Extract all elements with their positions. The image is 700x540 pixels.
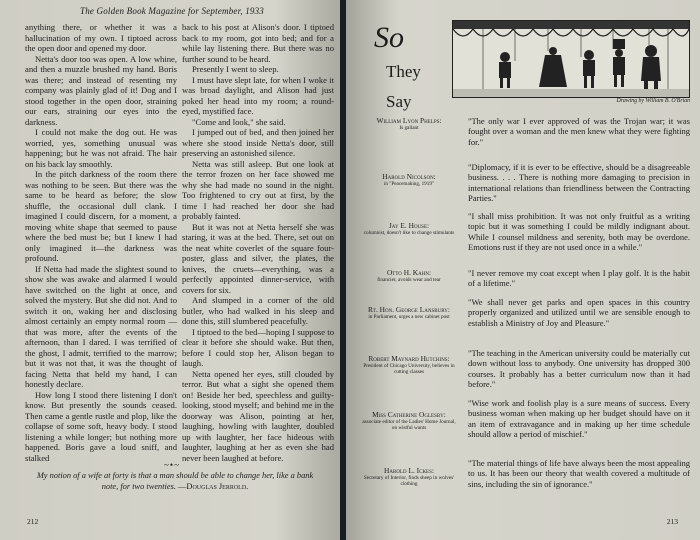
title-line-1: So <box>374 21 404 54</box>
speaker-description: associate editor of the Ladies' Home Journal, on wistful wants <box>362 419 456 432</box>
speaker-description: in "Peacemaking, 1919" <box>383 181 435 187</box>
speaker <box>360 410 458 432</box>
paragraph: Netta opened her eyes, still clouded by terror. But what a sight she opened them on! Beside her bed, speechless and guilty-looking, stood myself; and behind me in the doorway was Alison, pointing at her, laughing, howling with laughter, doubled up with laughter, her face hideous with laughter, laughing at her as even she had never been laughed at before. <box>182 368 334 463</box>
section-title <box>360 22 450 112</box>
paragraph: How long I stood there listening I don't know. But presently the sounds ceased. Then came a gentle rustle and plop, like the collapse of some soft, heavy body. I stood listening a while longer; but nothing more happened. Boris gave a loud sniff, and stalked <box>25 389 177 463</box>
paragraph: back to his post at Alison's door. I tiptoed back to my room, got into bed; and for a while lay listening there. But there was no further sound to be heard. <box>182 22 334 64</box>
right-page <box>346 0 700 540</box>
section-ornament: ~•~ <box>164 460 180 470</box>
speaker <box>360 172 458 187</box>
paragraph: I tiptoed to the bed—hoping I suppose to clear it before she should wake. But then, before I could stop her, Alison began to laugh. <box>182 326 334 368</box>
speaker-name: Harold L. Ickes: <box>384 466 434 475</box>
speaker-description: Secretary of Interior, finds sheep in wolves' clothing <box>363 475 455 488</box>
paragraph: If Netta had made the slightest sound to show she was awake and alarmed I would have switched on the light at once, and solved the mystery. But she did not. And to switch it on, waking her and disclosing almost certainly an empty normal room — that was more, after the events of the afternoon, than I dared. I was terrified of the ghost, I admit, terrified to the marrow; but it was not that, it was the thought of facing Netta that held my hand, I can honestly declare. <box>25 263 177 389</box>
page-number: 213 <box>666 517 678 526</box>
footer-quote-text: My notion of a wife at forty is that a man should be able to change her, like a bank note, for two twenties. <box>36 471 314 491</box>
speaker <box>360 221 458 236</box>
paragraph: But it was not at Netta herself she was staring, it was at the bed. There, set out on the neat white coverlet of the square four-poster, glass and silver, the plates, the knives, the cruets—everything, was a perfectly appointed dinner-service, with covers for six. <box>182 221 334 295</box>
speaker-name: Robert Maynard Hutchins: <box>368 354 450 363</box>
speaker-name: Miss Catherine Oglesby: <box>372 410 446 419</box>
title-line-2: They <box>386 62 421 81</box>
speaker-description: Is gallant <box>399 125 419 131</box>
title-line-3: Say <box>386 92 412 111</box>
speaker-name: Otto H. Kahn: <box>386 268 432 277</box>
puppet-figures-drawing <box>453 21 689 97</box>
paragraph: Presently I went to sleep. <box>192 64 279 74</box>
speaker-description: in Parliament, urges a new cabinet post <box>368 314 450 320</box>
text-column-1 <box>25 22 177 463</box>
quote-text: "I shall miss prohibition. It was not only fruitful as a writing topic but it was something I could be mildly indignant about. While I counsel mildness and serenity, both may be overdone. Emotions rust if they are not used once in a while." <box>468 211 690 253</box>
quote-text: "Wise work and foolish play is a sure means of success. Every business woman when making up her budget should have on it an item of extravagance and in making up her time schedule should allow a period of mischief." <box>468 398 690 440</box>
footer-quote <box>30 470 320 492</box>
paragraph: I jumped out of bed, and then joined her where she stood inside Netta's door, still preserving an astonished silence. <box>182 127 334 158</box>
speaker <box>360 305 458 320</box>
speaker-name: William Lyon Phelps: <box>376 116 442 125</box>
speaker-description: financier, avoids wear and tear <box>377 277 441 283</box>
quote-text: "We shall never get parks and open spaces in this country properly organized and utilized until we are sensible enough to establish a Ministry of Joy and Pleasure." <box>468 297 690 328</box>
quote-text: "I never remove my coat except when I play golf. It is the habit of a lifetime." <box>468 268 690 289</box>
speaker <box>360 466 458 488</box>
running-head: The Golden Book Magazine for September, 1933 <box>79 6 265 16</box>
cartoon-illustration <box>452 20 690 98</box>
paragraph: "Come and look," she said. <box>192 116 286 127</box>
paragraph: anything there, or whether it was a hallucination of my own. I tiptoed across the open door and opened my door. <box>25 22 177 53</box>
quote-text: "The material things of life have always been the most appealing to us. It has been our theory that wealth covered a multitude of sins, including the sin of ignorance." <box>468 458 690 489</box>
speaker-name: Rt. Hon. George Lansbury: <box>368 305 450 314</box>
speaker-name: Harold Nicolson: <box>382 172 436 181</box>
left-page <box>0 0 342 540</box>
paragraph: Netta's door too was open. A low whine, and then a muzzle brushed my hand. Boris was there; and instead of resenting my company was plainly glad of it! Dog and I stood together in the open door, straining our ears, straining our eyes into the darkness. <box>25 53 177 127</box>
speaker-name: Jay E. House: <box>388 221 430 230</box>
quote-text: "The teaching in the American university could be materially cut down without loss to anybody. One university has dropped 300 courses. It probably has a better curriculum now than it had before." <box>468 348 690 390</box>
speaker <box>360 116 458 131</box>
paragraph: I must have slept late, for when I woke it was broad daylight, and Alison had just poked her head into my room; a round-eyed, mystified face. <box>182 74 334 116</box>
page-number: 212 <box>27 517 39 526</box>
paragraph: Netta was still asleep. But one look at the terror frozen on her face showed me why she had made no sound in the night. Too frightened to cry out at first, by the time I had reached her door she had probably fainted. <box>182 158 334 221</box>
speaker <box>360 354 458 376</box>
speaker <box>360 268 458 283</box>
paragraph: I could not make the dog out. He was worried, yes, something unusual was happening; but he was not afraid. The hair on his back lay smoothly. <box>25 127 177 169</box>
drawing-credit: Drawing by William B. O'Brian <box>616 98 690 104</box>
footer-quote-author: —Douglas Jerrold. <box>178 482 249 491</box>
quote-text: "Diplomacy, if it is ever to be effective, should be a disagreeable business. . . . There is nothing more damaging to precision in international relations than friendliness between the Contracting Parties." <box>468 162 690 204</box>
paragraph: And slumped in a corner of the old butler, who had walked in his sleep and done this, still slumbered peacefully. <box>182 295 334 326</box>
quote-text: "The only war I ever approved of was the Trojan war; it was fought over a woman and the men knew what they were fighting for." <box>468 116 690 147</box>
speaker-description: columnist, doesn't like to change stimulants <box>363 230 455 236</box>
text-column-2 <box>182 22 334 463</box>
paragraph: In the pitch darkness of the room there was nothing to be seen. But there was the same to be heard as before; the slow shuffle, the occasional dull clank. I imagined I could discern, for a moment, a moving white shape that seemed to pause where the bed must be; but I knew I had only imagined it—the darkness was profound. <box>25 169 177 263</box>
speaker-description: President of Chicago University, believes in cutting classes <box>363 363 455 376</box>
